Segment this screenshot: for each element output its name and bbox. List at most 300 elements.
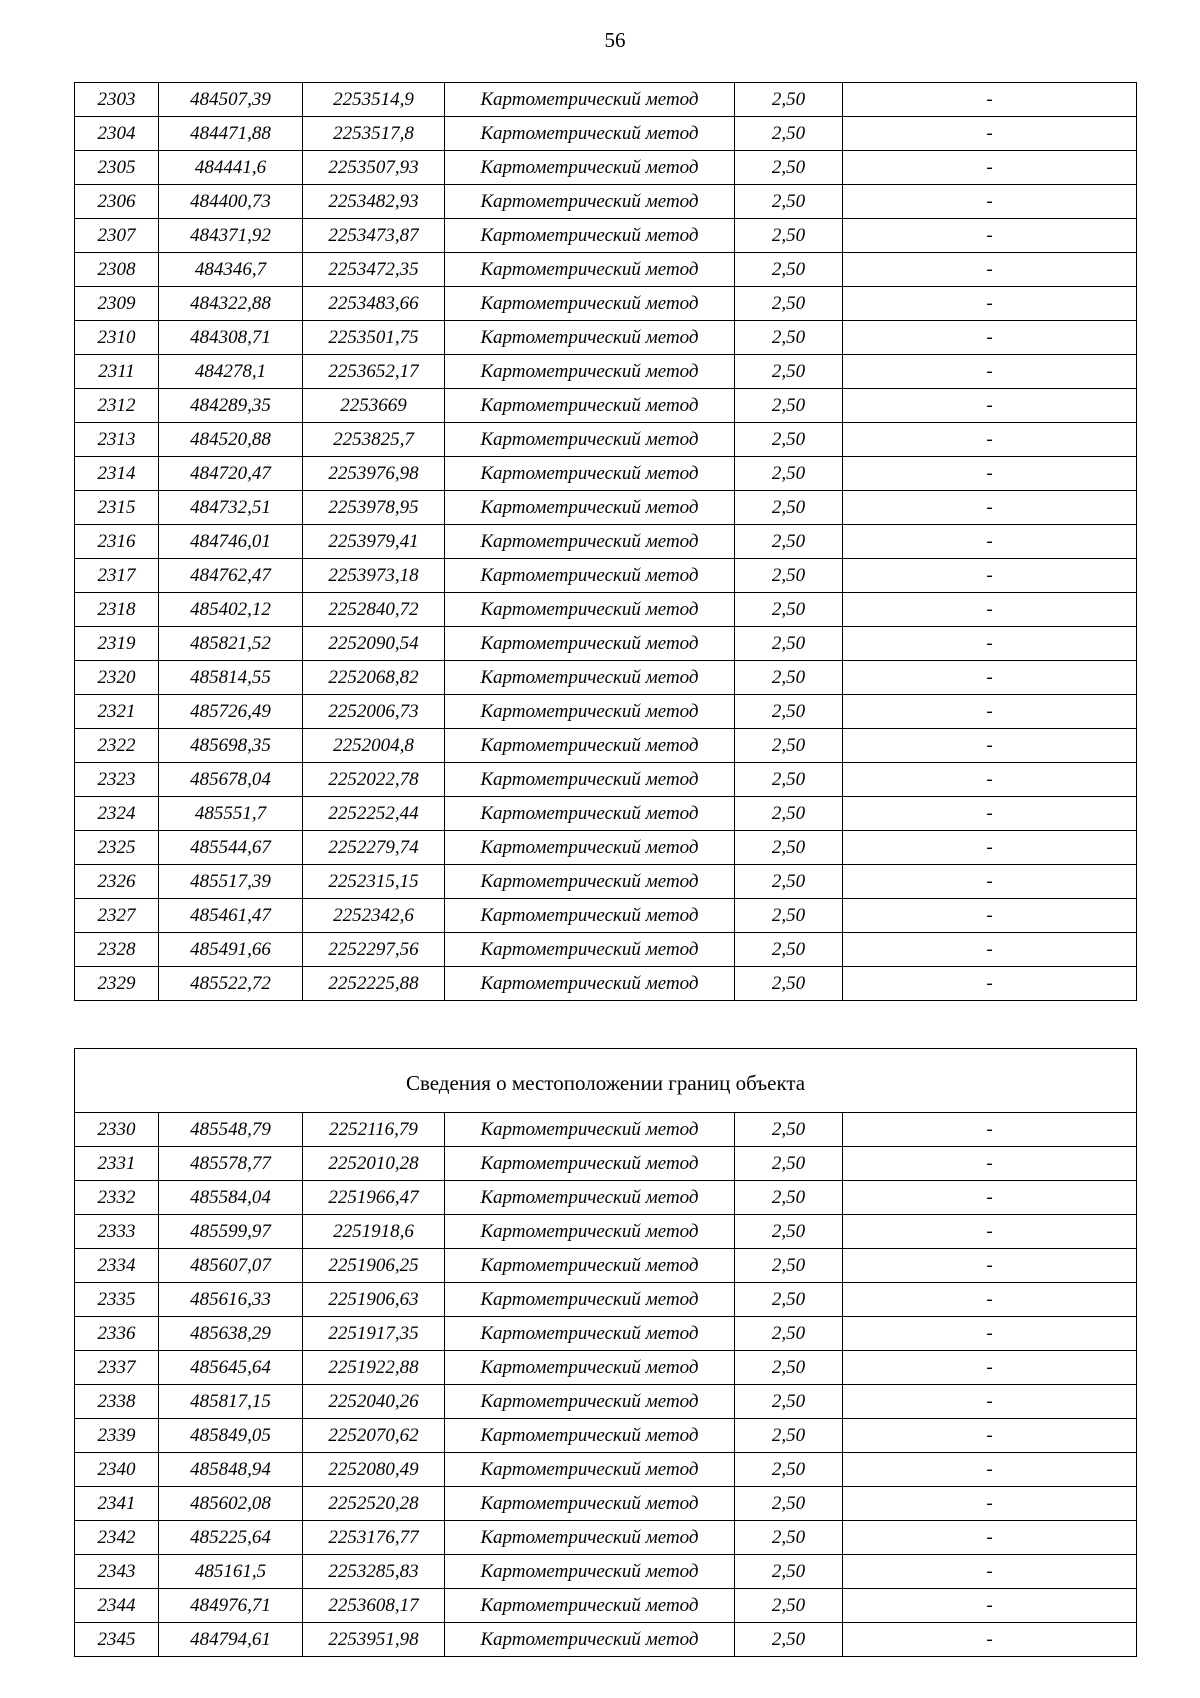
description-cell: - <box>843 185 1137 219</box>
method-cell: Картометрический метод <box>445 661 735 695</box>
description-cell: - <box>843 525 1137 559</box>
accuracy-cell: 2,50 <box>735 763 843 797</box>
x-coordinate-cell: 484308,71 <box>159 321 303 355</box>
point-number-cell: 2311 <box>75 355 159 389</box>
method-cell: Картометрический метод <box>445 559 735 593</box>
description-cell: - <box>843 1521 1137 1555</box>
method-cell: Картометрический метод <box>445 185 735 219</box>
accuracy-cell: 2,50 <box>735 355 843 389</box>
method-cell: Картометрический метод <box>445 1521 735 1555</box>
point-number-cell: 2328 <box>75 933 159 967</box>
point-number-cell: 2340 <box>75 1453 159 1487</box>
method-cell: Картометрический метод <box>445 253 735 287</box>
x-coordinate-cell: 484976,71 <box>159 1589 303 1623</box>
x-coordinate-cell: 485616,33 <box>159 1283 303 1317</box>
y-coordinate-cell: 2252006,73 <box>303 695 445 729</box>
description-cell: - <box>843 389 1137 423</box>
point-number-cell: 2341 <box>75 1487 159 1521</box>
table-row <box>75 1249 1137 1283</box>
table-row <box>75 1487 1137 1521</box>
description-cell: - <box>843 1147 1137 1181</box>
description-cell: - <box>843 355 1137 389</box>
accuracy-cell: 2,50 <box>735 389 843 423</box>
table-row <box>75 389 1137 423</box>
point-number-cell: 2344 <box>75 1589 159 1623</box>
method-cell: Картометрический метод <box>445 1385 735 1419</box>
point-number-cell: 2335 <box>75 1283 159 1317</box>
description-cell: - <box>843 1555 1137 1589</box>
x-coordinate-cell: 485848,94 <box>159 1453 303 1487</box>
y-coordinate-cell: 2253973,18 <box>303 559 445 593</box>
method-cell: Картометрический метод <box>445 1589 735 1623</box>
y-coordinate-cell: 2253514,9 <box>303 83 445 117</box>
point-number-cell: 2318 <box>75 593 159 627</box>
method-cell: Картометрический метод <box>445 1283 735 1317</box>
x-coordinate-cell: 484507,39 <box>159 83 303 117</box>
point-number-cell: 2345 <box>75 1623 159 1657</box>
point-number-cell: 2333 <box>75 1215 159 1249</box>
table-row <box>75 287 1137 321</box>
accuracy-cell: 2,50 <box>735 525 843 559</box>
y-coordinate-cell: 2253176,77 <box>303 1521 445 1555</box>
table-row <box>75 865 1137 899</box>
description-cell: - <box>843 559 1137 593</box>
description-cell: - <box>843 83 1137 117</box>
coordinates-table-1-body <box>75 83 1137 1001</box>
y-coordinate-cell: 2253517,8 <box>303 117 445 151</box>
table-row <box>75 559 1137 593</box>
table-row <box>75 525 1137 559</box>
method-cell: Картометрический метод <box>445 1113 735 1147</box>
accuracy-cell: 2,50 <box>735 967 843 1001</box>
point-number-cell: 2304 <box>75 117 159 151</box>
accuracy-cell: 2,50 <box>735 117 843 151</box>
table-row <box>75 83 1137 117</box>
table-row <box>75 729 1137 763</box>
point-number-cell: 2310 <box>75 321 159 355</box>
method-cell: Картометрический метод <box>445 831 735 865</box>
point-number-cell: 2339 <box>75 1419 159 1453</box>
table-row <box>75 1113 1137 1147</box>
accuracy-cell: 2,50 <box>735 423 843 457</box>
y-coordinate-cell: 2251917,35 <box>303 1317 445 1351</box>
description-cell: - <box>843 151 1137 185</box>
table-row <box>75 253 1137 287</box>
table-title: Сведения о местоположении границ объекта <box>75 1049 1137 1113</box>
accuracy-cell: 2,50 <box>735 457 843 491</box>
accuracy-cell: 2,50 <box>735 185 843 219</box>
description-cell: - <box>843 219 1137 253</box>
x-coordinate-cell: 485522,72 <box>159 967 303 1001</box>
method-cell: Картометрический метод <box>445 83 735 117</box>
point-number-cell: 2315 <box>75 491 159 525</box>
x-coordinate-cell: 485602,08 <box>159 1487 303 1521</box>
table-row <box>75 899 1137 933</box>
description-cell: - <box>843 1385 1137 1419</box>
y-coordinate-cell: 2252252,44 <box>303 797 445 831</box>
y-coordinate-cell: 2253652,17 <box>303 355 445 389</box>
y-coordinate-cell: 2253483,66 <box>303 287 445 321</box>
table-row <box>75 1385 1137 1419</box>
description-cell: - <box>843 593 1137 627</box>
y-coordinate-cell: 2253669 <box>303 389 445 423</box>
point-number-cell: 2326 <box>75 865 159 899</box>
description-cell: - <box>843 1317 1137 1351</box>
x-coordinate-cell: 484371,92 <box>159 219 303 253</box>
x-coordinate-cell: 485638,29 <box>159 1317 303 1351</box>
accuracy-cell: 2,50 <box>735 1589 843 1623</box>
method-cell: Картометрический метод <box>445 1555 735 1589</box>
accuracy-cell: 2,50 <box>735 695 843 729</box>
accuracy-cell: 2,50 <box>735 1521 843 1555</box>
y-coordinate-cell: 2253608,17 <box>303 1589 445 1623</box>
description-cell: - <box>843 491 1137 525</box>
y-coordinate-cell: 2253825,7 <box>303 423 445 457</box>
point-number-cell: 2317 <box>75 559 159 593</box>
table-row <box>75 1215 1137 1249</box>
x-coordinate-cell: 485551,7 <box>159 797 303 831</box>
y-coordinate-cell: 2252068,82 <box>303 661 445 695</box>
accuracy-cell: 2,50 <box>735 1385 843 1419</box>
point-number-cell: 2303 <box>75 83 159 117</box>
method-cell: Картометрический метод <box>445 355 735 389</box>
table-row <box>75 355 1137 389</box>
accuracy-cell: 2,50 <box>735 491 843 525</box>
y-coordinate-cell: 2251966,47 <box>303 1181 445 1215</box>
point-number-cell: 2314 <box>75 457 159 491</box>
method-cell: Картометрический метод <box>445 763 735 797</box>
accuracy-cell: 2,50 <box>735 1147 843 1181</box>
x-coordinate-cell: 485548,79 <box>159 1113 303 1147</box>
point-number-cell: 2324 <box>75 797 159 831</box>
description-cell: - <box>843 1487 1137 1521</box>
description-cell: - <box>843 661 1137 695</box>
description-cell: - <box>843 1181 1137 1215</box>
x-coordinate-cell: 484322,88 <box>159 287 303 321</box>
y-coordinate-cell: 2253976,98 <box>303 457 445 491</box>
y-coordinate-cell: 2252090,54 <box>303 627 445 661</box>
x-coordinate-cell: 485817,15 <box>159 1385 303 1419</box>
table-row <box>75 1623 1137 1657</box>
method-cell: Картометрический метод <box>445 695 735 729</box>
table-row <box>75 831 1137 865</box>
table-row <box>75 1589 1137 1623</box>
accuracy-cell: 2,50 <box>735 1555 843 1589</box>
y-coordinate-cell: 2253473,87 <box>303 219 445 253</box>
table-row <box>75 695 1137 729</box>
accuracy-cell: 2,50 <box>735 729 843 763</box>
y-coordinate-cell: 2252004,8 <box>303 729 445 763</box>
x-coordinate-cell: 484400,73 <box>159 185 303 219</box>
x-coordinate-cell: 484471,88 <box>159 117 303 151</box>
y-coordinate-cell: 2252279,74 <box>303 831 445 865</box>
table-row <box>75 967 1137 1001</box>
method-cell: Картометрический метод <box>445 423 735 457</box>
point-number-cell: 2309 <box>75 287 159 321</box>
point-number-cell: 2331 <box>75 1147 159 1181</box>
x-coordinate-cell: 485225,64 <box>159 1521 303 1555</box>
point-number-cell: 2320 <box>75 661 159 695</box>
description-cell: - <box>843 1589 1137 1623</box>
y-coordinate-cell: 2252070,62 <box>303 1419 445 1453</box>
y-coordinate-cell: 2252342,6 <box>303 899 445 933</box>
description-cell: - <box>843 1113 1137 1147</box>
x-coordinate-cell: 485461,47 <box>159 899 303 933</box>
x-coordinate-cell: 484794,61 <box>159 1623 303 1657</box>
description-cell: - <box>843 1283 1137 1317</box>
table-row <box>75 491 1137 525</box>
y-coordinate-cell: 2253979,41 <box>303 525 445 559</box>
method-cell: Картометрический метод <box>445 287 735 321</box>
x-coordinate-cell: 484520,88 <box>159 423 303 457</box>
accuracy-cell: 2,50 <box>735 797 843 831</box>
x-coordinate-cell: 484746,01 <box>159 525 303 559</box>
point-number-cell: 2325 <box>75 831 159 865</box>
point-number-cell: 2323 <box>75 763 159 797</box>
table-row <box>75 797 1137 831</box>
accuracy-cell: 2,50 <box>735 831 843 865</box>
accuracy-cell: 2,50 <box>735 1487 843 1521</box>
description-cell: - <box>843 933 1137 967</box>
description-cell: - <box>843 1453 1137 1487</box>
accuracy-cell: 2,50 <box>735 1113 843 1147</box>
table-row <box>75 1453 1137 1487</box>
description-cell: - <box>843 1249 1137 1283</box>
y-coordinate-cell: 2253285,83 <box>303 1555 445 1589</box>
accuracy-cell: 2,50 <box>735 1623 843 1657</box>
accuracy-cell: 2,50 <box>735 253 843 287</box>
y-coordinate-cell: 2251906,25 <box>303 1249 445 1283</box>
table-row <box>75 423 1137 457</box>
point-number-cell: 2338 <box>75 1385 159 1419</box>
y-coordinate-cell: 2252315,15 <box>303 865 445 899</box>
table-row <box>75 117 1137 151</box>
point-number-cell: 2337 <box>75 1351 159 1385</box>
x-coordinate-cell: 485821,52 <box>159 627 303 661</box>
method-cell: Картометрический метод <box>445 933 735 967</box>
y-coordinate-cell: 2253482,93 <box>303 185 445 219</box>
coordinates-table-2-body <box>75 1049 1137 1657</box>
method-cell: Картометрический метод <box>445 729 735 763</box>
point-number-cell: 2330 <box>75 1113 159 1147</box>
accuracy-cell: 2,50 <box>735 593 843 627</box>
accuracy-cell: 2,50 <box>735 559 843 593</box>
y-coordinate-cell: 2252297,56 <box>303 933 445 967</box>
method-cell: Картометрический метод <box>445 593 735 627</box>
table-row <box>75 185 1137 219</box>
table-row <box>75 1181 1137 1215</box>
y-coordinate-cell: 2251918,6 <box>303 1215 445 1249</box>
method-cell: Картометрический метод <box>445 389 735 423</box>
method-cell: Картометрический метод <box>445 1419 735 1453</box>
method-cell: Картометрический метод <box>445 1181 735 1215</box>
y-coordinate-cell: 2252225,88 <box>303 967 445 1001</box>
method-cell: Картометрический метод <box>445 1623 735 1657</box>
table-row <box>75 321 1137 355</box>
table-row <box>75 661 1137 695</box>
method-cell: Картометрический метод <box>445 219 735 253</box>
x-coordinate-cell: 485678,04 <box>159 763 303 797</box>
accuracy-cell: 2,50 <box>735 661 843 695</box>
table-row <box>75 1419 1137 1453</box>
y-coordinate-cell: 2253951,98 <box>303 1623 445 1657</box>
method-cell: Картометрический метод <box>445 1453 735 1487</box>
method-cell: Картометрический метод <box>445 117 735 151</box>
description-cell: - <box>843 627 1137 661</box>
table-row <box>75 627 1137 661</box>
x-coordinate-cell: 485584,04 <box>159 1181 303 1215</box>
x-coordinate-cell: 484441,6 <box>159 151 303 185</box>
point-number-cell: 2313 <box>75 423 159 457</box>
accuracy-cell: 2,50 <box>735 933 843 967</box>
accuracy-cell: 2,50 <box>735 83 843 117</box>
y-coordinate-cell: 2252840,72 <box>303 593 445 627</box>
description-cell: - <box>843 423 1137 457</box>
x-coordinate-cell: 485491,66 <box>159 933 303 967</box>
y-coordinate-cell: 2253501,75 <box>303 321 445 355</box>
x-coordinate-cell: 485402,12 <box>159 593 303 627</box>
point-number-cell: 2307 <box>75 219 159 253</box>
accuracy-cell: 2,50 <box>735 151 843 185</box>
coordinates-table-1 <box>74 82 1137 1001</box>
description-cell: - <box>843 967 1137 1001</box>
method-cell: Картометрический метод <box>445 525 735 559</box>
point-number-cell: 2305 <box>75 151 159 185</box>
description-cell: - <box>843 287 1137 321</box>
point-number-cell: 2312 <box>75 389 159 423</box>
method-cell: Картометрический метод <box>445 1215 735 1249</box>
x-coordinate-cell: 485645,64 <box>159 1351 303 1385</box>
x-coordinate-cell: 485726,49 <box>159 695 303 729</box>
y-coordinate-cell: 2251922,88 <box>303 1351 445 1385</box>
x-coordinate-cell: 485599,97 <box>159 1215 303 1249</box>
accuracy-cell: 2,50 <box>735 219 843 253</box>
y-coordinate-cell: 2253978,95 <box>303 491 445 525</box>
table-row <box>75 763 1137 797</box>
coordinates-table-2 <box>74 1048 1137 1657</box>
description-cell: - <box>843 1215 1137 1249</box>
method-cell: Картометрический метод <box>445 797 735 831</box>
point-number-cell: 2343 <box>75 1555 159 1589</box>
method-cell: Картометрический метод <box>445 865 735 899</box>
page-number: 56 <box>604 28 626 52</box>
description-cell: - <box>843 797 1137 831</box>
y-coordinate-cell: 2252022,78 <box>303 763 445 797</box>
y-coordinate-cell: 2252520,28 <box>303 1487 445 1521</box>
y-coordinate-cell: 2252040,26 <box>303 1385 445 1419</box>
method-cell: Картометрический метод <box>445 1317 735 1351</box>
method-cell: Картометрический метод <box>445 491 735 525</box>
y-coordinate-cell: 2252116,79 <box>303 1113 445 1147</box>
accuracy-cell: 2,50 <box>735 1419 843 1453</box>
point-number-cell: 2306 <box>75 185 159 219</box>
method-cell: Картометрический метод <box>445 321 735 355</box>
accuracy-cell: 2,50 <box>735 1351 843 1385</box>
method-cell: Картометрический метод <box>445 457 735 491</box>
description-cell: - <box>843 117 1137 151</box>
method-cell: Картометрический метод <box>445 967 735 1001</box>
description-cell: - <box>843 729 1137 763</box>
accuracy-cell: 2,50 <box>735 627 843 661</box>
description-cell: - <box>843 253 1137 287</box>
description-cell: - <box>843 1623 1137 1657</box>
description-cell: - <box>843 865 1137 899</box>
method-cell: Картометрический метод <box>445 1147 735 1181</box>
table-row <box>75 933 1137 967</box>
point-number-cell: 2329 <box>75 967 159 1001</box>
x-coordinate-cell: 484732,51 <box>159 491 303 525</box>
table-row <box>75 1283 1137 1317</box>
accuracy-cell: 2,50 <box>735 1453 843 1487</box>
method-cell: Картометрический метод <box>445 1351 735 1385</box>
x-coordinate-cell: 485517,39 <box>159 865 303 899</box>
point-number-cell: 2308 <box>75 253 159 287</box>
x-coordinate-cell: 484278,1 <box>159 355 303 389</box>
x-coordinate-cell: 484289,35 <box>159 389 303 423</box>
description-cell: - <box>843 1419 1137 1453</box>
table-row <box>75 1521 1137 1555</box>
point-number-cell: 2319 <box>75 627 159 661</box>
description-cell: - <box>843 899 1137 933</box>
x-coordinate-cell: 485578,77 <box>159 1147 303 1181</box>
x-coordinate-cell: 484762,47 <box>159 559 303 593</box>
x-coordinate-cell: 485698,35 <box>159 729 303 763</box>
description-cell: - <box>843 831 1137 865</box>
accuracy-cell: 2,50 <box>735 1317 843 1351</box>
point-number-cell: 2322 <box>75 729 159 763</box>
description-cell: - <box>843 1351 1137 1385</box>
description-cell: - <box>843 457 1137 491</box>
x-coordinate-cell: 485849,05 <box>159 1419 303 1453</box>
point-number-cell: 2332 <box>75 1181 159 1215</box>
accuracy-cell: 2,50 <box>735 899 843 933</box>
accuracy-cell: 2,50 <box>735 1181 843 1215</box>
x-coordinate-cell: 485544,67 <box>159 831 303 865</box>
table-row <box>75 1147 1137 1181</box>
table-row <box>75 1555 1137 1589</box>
table-row <box>75 457 1137 491</box>
table-row <box>75 593 1137 627</box>
method-cell: Картометрический метод <box>445 899 735 933</box>
description-cell: - <box>843 763 1137 797</box>
accuracy-cell: 2,50 <box>735 865 843 899</box>
point-number-cell: 2342 <box>75 1521 159 1555</box>
x-coordinate-cell: 485161,5 <box>159 1555 303 1589</box>
table-row <box>75 1351 1137 1385</box>
x-coordinate-cell: 485814,55 <box>159 661 303 695</box>
point-number-cell: 2327 <box>75 899 159 933</box>
point-number-cell: 2321 <box>75 695 159 729</box>
y-coordinate-cell: 2252010,28 <box>303 1147 445 1181</box>
y-coordinate-cell: 2251906,63 <box>303 1283 445 1317</box>
accuracy-cell: 2,50 <box>735 1283 843 1317</box>
y-coordinate-cell: 2252080,49 <box>303 1453 445 1487</box>
point-number-cell: 2336 <box>75 1317 159 1351</box>
method-cell: Картометрический метод <box>445 627 735 661</box>
description-cell: - <box>843 695 1137 729</box>
accuracy-cell: 2,50 <box>735 1249 843 1283</box>
table-row <box>75 1317 1137 1351</box>
method-cell: Картометрический метод <box>445 151 735 185</box>
accuracy-cell: 2,50 <box>735 287 843 321</box>
accuracy-cell: 2,50 <box>735 1215 843 1249</box>
table-title-row <box>75 1049 1137 1113</box>
method-cell: Картометрический метод <box>445 1249 735 1283</box>
description-cell: - <box>843 321 1137 355</box>
point-number-cell: 2334 <box>75 1249 159 1283</box>
y-coordinate-cell: 2253472,35 <box>303 253 445 287</box>
y-coordinate-cell: 2253507,93 <box>303 151 445 185</box>
